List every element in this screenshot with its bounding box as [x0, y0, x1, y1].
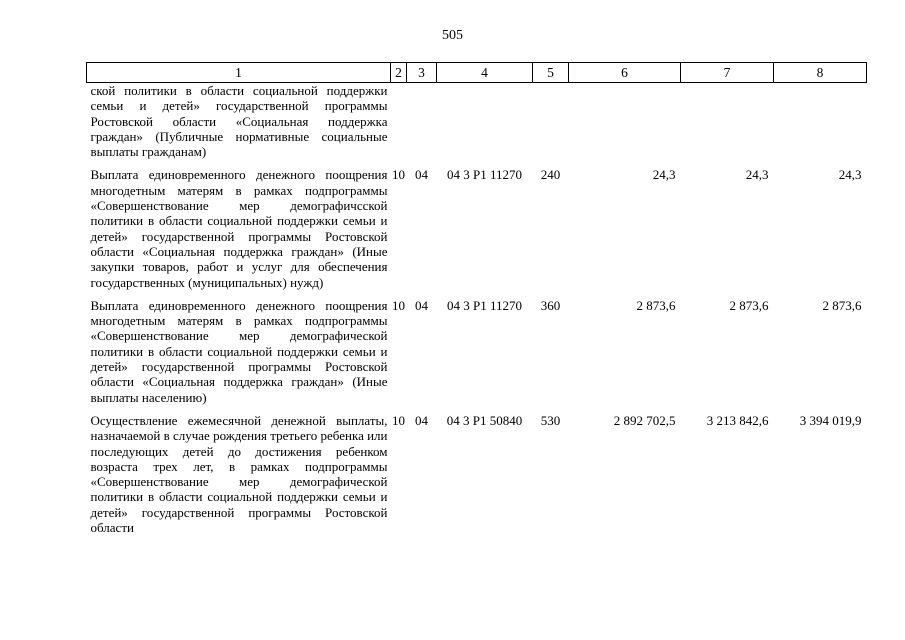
row-amount-year1: 24,3: [652, 167, 676, 183]
page-number: 505: [442, 28, 463, 43]
row-description: ской политики в области социальной поддержки семьи и детей» государственной программы Ростовской области «Социальная поддержка граждан» (Публичные нормативные социальные выплаты гражданам): [90, 83, 388, 160]
row-target-code: 04 3 P1 11270: [447, 167, 522, 183]
table-row: [87, 167, 867, 297]
header-row: [87, 63, 867, 83]
row-section: [391, 83, 407, 168]
row-amount-year2: 2 873,6: [729, 297, 769, 313]
row-subsection: [407, 83, 437, 168]
row-description: Выплата единовременного денежного поощрения многодетным матерям в рамках подпрограммы «Совершенствование мер демографичсской политики в области социальной поддержки семьи и детей» государственной программы Ростовской области «Социальная поддержка граждан» (Иные закупки товаров, работ и услуг для обеспечения государственных (муниципальных) нужд): [90, 167, 388, 290]
col-header-3: 3: [407, 63, 437, 83]
row-description: Выплата единовременного денежного поощрения многодетным матерям в рамках подпрограммы «Совершенствование мер демографической политики в области социальной поддержки семьи и детей» государственной программы Ростовской области «Социальная поддержка граждан» (Иные выплаты населению): [90, 297, 388, 405]
row-target-code: [437, 83, 533, 168]
row-section: 10: [392, 297, 405, 313]
row-expense-type: 240: [540, 167, 561, 183]
row-expense-type: 530: [540, 412, 561, 428]
row-subsection: 04: [415, 412, 428, 428]
row-subsection: 04: [415, 167, 428, 183]
row-amount-year3: [774, 83, 867, 168]
row-target-code: 04 3 P1 11270: [447, 297, 522, 313]
row-amount-year2: 24,3: [745, 167, 769, 183]
row-amount-year2: 3 213 842,6: [706, 412, 769, 428]
col-header-7: 7: [681, 63, 774, 83]
row-amount-year3: 3 394 019,9: [799, 412, 862, 428]
row-subsection: 04: [415, 297, 428, 313]
row-expense-type: 360: [540, 297, 561, 313]
row-section: 10: [392, 412, 405, 428]
table-row: [87, 298, 867, 413]
row-amount-year3: 2 873,6: [822, 297, 862, 313]
row-expense-type: [533, 83, 569, 168]
col-header-5: 5: [533, 63, 569, 83]
row-description: Осуществление ежемесячной денежной выплаты, назначаемой в случае рождения третьего ребенка или последующих детей до достижения ребенком возраста трех лет, в рамках подпрограммы «Совершенствование мер демографической политики в области социальной поддержки семьи и детей» государственной программы Ростовской области: [90, 412, 388, 536]
row-amount-year1: [569, 83, 681, 168]
budget-table: [86, 62, 867, 543]
col-header-8: 8: [774, 63, 867, 83]
col-header-4: 4: [437, 63, 533, 83]
row-amount-year2: [681, 83, 774, 168]
row-amount-year1: 2 873,6: [636, 297, 676, 313]
col-header-2: 2: [391, 63, 407, 83]
row-amount-year3: 24,3: [838, 167, 862, 183]
row-amount-year1: 2 892 702,5: [613, 412, 676, 428]
col-header-6: 6: [569, 63, 681, 83]
table-row: [87, 413, 867, 543]
col-header-1: 1: [87, 63, 391, 83]
table-row: [87, 83, 867, 168]
row-target-code: 04 3 P1 50840: [446, 412, 523, 428]
row-section: 10: [392, 167, 405, 183]
